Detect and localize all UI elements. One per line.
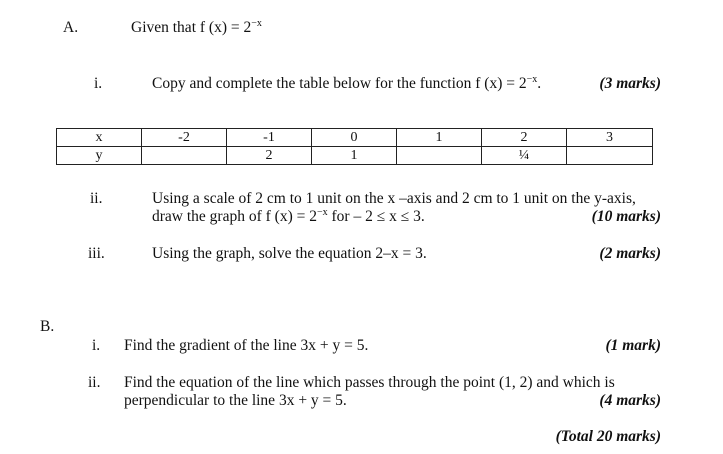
- table-row-x: [57, 129, 653, 147]
- y-value-cell: 1: [312, 147, 397, 165]
- part-a-ii-line1: Using a scale of 2 cm to 1 unit on the x –axis and 2 cm to 1 unit on the y-axis,: [152, 190, 636, 207]
- table-row-y: [57, 147, 653, 165]
- part-b-ii-line2: perpendicular to the line 3x + y = 5.: [124, 392, 347, 409]
- part-a-i-marks: (3 marks): [599, 75, 661, 92]
- part-b-i-number: i.: [92, 337, 101, 354]
- part-a-i-exponent: −x: [526, 74, 538, 85]
- part-a-iii-number: iii.: [88, 245, 105, 262]
- x-value-cell: -1: [227, 129, 312, 147]
- y-value-cell: [397, 147, 482, 165]
- total-marks: (Total 20 marks): [555, 428, 661, 445]
- section-a-intro: [131, 19, 262, 37]
- part-a-ii-marks: (10 marks): [591, 208, 661, 225]
- x-value-cell: 1: [397, 129, 482, 147]
- y-value-cell: [567, 147, 653, 165]
- part-a-ii-line2-start: draw the graph of f (x) = 2: [152, 208, 317, 225]
- part-a-iii-marks: (2 marks): [599, 245, 661, 262]
- y-header-cell: y: [57, 147, 142, 165]
- x-value-cell: 0: [312, 129, 397, 147]
- y-value-cell: [142, 147, 227, 165]
- x-value-cell: 2: [482, 129, 567, 147]
- part-b-ii-line1: Find the equation of the line which passes through the point (1, 2) and which is: [124, 374, 615, 391]
- function-table: [56, 128, 653, 165]
- part-a-ii-line2-end: for – 2 ≤ x ≤ 3.: [327, 208, 425, 225]
- x-value-cell: -2: [142, 129, 227, 147]
- part-a-i-tail: .: [537, 75, 542, 92]
- intro-exponent: −x: [251, 18, 262, 29]
- part-b-ii-number: ii.: [88, 374, 101, 391]
- x-value-cell: 3: [567, 129, 653, 147]
- part-a-i-text: [152, 75, 541, 93]
- intro-text: Given that f (x) = 2: [131, 19, 252, 36]
- section-a-label: A.: [63, 19, 79, 36]
- part-b-i-text: Find the gradient of the line 3x + y = 5.: [124, 337, 369, 354]
- part-a-i-statement: Copy and complete the table below for the function f (x) = 2: [152, 75, 527, 92]
- part-a-i-number: i.: [94, 75, 103, 92]
- part-a-ii-line2: [152, 208, 425, 226]
- part-b-i-marks: (1 mark): [605, 337, 661, 354]
- x-header-cell: x: [57, 129, 142, 147]
- y-value-cell: ¼: [482, 147, 567, 165]
- y-value-cell: 2: [227, 147, 312, 165]
- part-a-ii-number: ii.: [90, 190, 103, 207]
- part-a-iii-text: Using the graph, solve the equation 2–x = 3.: [152, 245, 427, 262]
- part-a-ii-exponent: −x: [316, 207, 328, 218]
- part-b-ii-marks: (4 marks): [599, 392, 661, 409]
- section-b-label: B.: [40, 318, 55, 335]
